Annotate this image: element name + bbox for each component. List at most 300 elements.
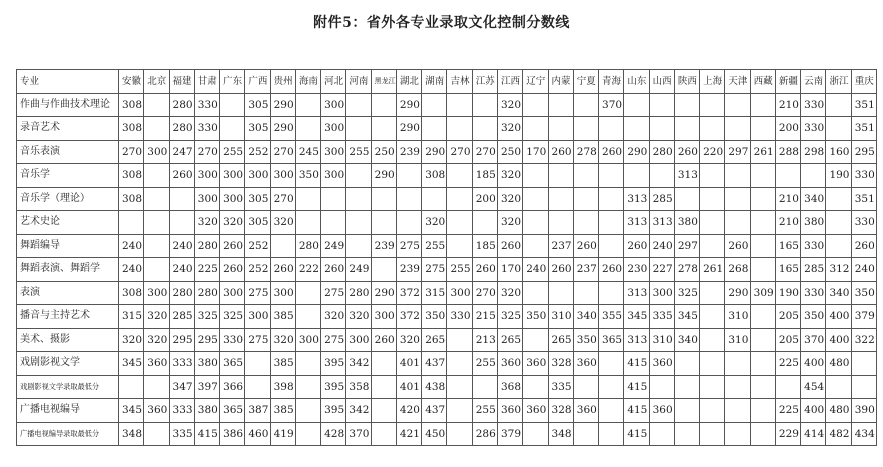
score-cell (119, 375, 144, 399)
score-cell (700, 211, 725, 235)
score-cell: 305 (245, 117, 270, 141)
table-row (17, 375, 877, 399)
score-cell (346, 187, 371, 211)
score-cell (750, 352, 775, 376)
score-cell: 300 (321, 117, 346, 141)
score-cell (346, 211, 371, 235)
score-cell: 280 (295, 234, 320, 258)
score-cell: 260 (220, 234, 245, 258)
score-cell (599, 281, 624, 305)
score-cell: 200 (775, 117, 800, 141)
score-cell: 309 (750, 281, 775, 305)
score-cell (472, 375, 497, 399)
score-cell (523, 164, 548, 188)
score-cell: 270 (270, 187, 295, 211)
score-cell: 265 (422, 328, 447, 352)
score-cell: 249 (346, 258, 371, 282)
score-cell: 205 (775, 328, 800, 352)
score-cell: 295 (851, 140, 876, 164)
score-cell (523, 117, 548, 141)
score-cell: 260 (497, 234, 522, 258)
score-cell: 350 (573, 328, 598, 352)
score-cell: 225 (775, 352, 800, 376)
score-cell (826, 93, 851, 117)
score-cell: 200 (472, 187, 497, 211)
score-cell (700, 375, 725, 399)
score-cell (447, 375, 472, 399)
score-cell: 415 (624, 399, 649, 423)
score-cell (599, 422, 624, 446)
score-cell: 300 (321, 140, 346, 164)
score-cell: 300 (346, 328, 371, 352)
score-cell: 330 (801, 93, 826, 117)
score-cell: 288 (775, 140, 800, 164)
score-cell: 240 (169, 234, 194, 258)
score-cell: 295 (169, 328, 194, 352)
score-cell: 252 (245, 258, 270, 282)
score-cell: 260 (220, 258, 245, 282)
score-cell: 252 (245, 140, 270, 164)
score-cell: 322 (851, 328, 876, 352)
score-cell: 320 (497, 211, 522, 235)
header-province: 河南 (346, 70, 371, 94)
header-province: 天津 (725, 70, 750, 94)
score-cell (826, 211, 851, 235)
score-cell (144, 258, 169, 282)
score-cell: 205 (775, 305, 800, 329)
score-cell: 275 (321, 328, 346, 352)
header-row (17, 70, 877, 94)
header-major: 专业 (17, 70, 119, 94)
score-cell: 320 (346, 305, 371, 329)
score-cell: 290 (396, 93, 421, 117)
score-cell (472, 93, 497, 117)
score-cell: 325 (220, 305, 245, 329)
score-cell (169, 211, 194, 235)
score-cell: 351 (851, 187, 876, 211)
major-name: 美术、摄影 (17, 328, 119, 352)
score-cell (144, 211, 169, 235)
score-cell (750, 399, 775, 423)
score-cell (523, 281, 548, 305)
score-cell: 350 (523, 305, 548, 329)
score-cell (295, 305, 320, 329)
score-cell: 300 (270, 164, 295, 188)
score-cell: 227 (649, 258, 674, 282)
score-cell: 260 (321, 258, 346, 282)
score-cell (674, 117, 699, 141)
score-cell (700, 305, 725, 329)
score-cell: 308 (119, 281, 144, 305)
score-cell: 170 (497, 258, 522, 282)
score-cell: 328 (548, 352, 573, 376)
score-cell: 290 (371, 281, 396, 305)
score-cell (573, 281, 598, 305)
score-cell (220, 93, 245, 117)
score-cell: 313 (624, 187, 649, 211)
score-cell: 300 (447, 281, 472, 305)
header-province: 北京 (144, 70, 169, 94)
score-cell: 320 (497, 187, 522, 211)
score-cell: 330 (801, 234, 826, 258)
score-cell: 400 (826, 328, 851, 352)
score-cell: 415 (624, 352, 649, 376)
header-province: 云南 (801, 70, 826, 94)
score-cell: 300 (321, 93, 346, 117)
score-cell: 340 (674, 328, 699, 352)
score-cell: 300 (270, 281, 295, 305)
score-cell (725, 187, 750, 211)
score-cell (295, 93, 320, 117)
score-cell: 261 (700, 258, 725, 282)
header-province: 吉林 (447, 70, 472, 94)
score-cell: 335 (169, 422, 194, 446)
header-province: 甘肃 (194, 70, 219, 94)
score-cell (599, 352, 624, 376)
score-cell: 320 (497, 164, 522, 188)
score-cell: 325 (674, 281, 699, 305)
score-cell: 275 (422, 258, 447, 282)
score-cell: 333 (169, 399, 194, 423)
score-cell: 355 (599, 305, 624, 329)
score-cell: 360 (649, 352, 674, 376)
score-cell (144, 375, 169, 399)
score-cell (599, 399, 624, 423)
score-cell: 260 (548, 258, 573, 282)
major-name: 音乐表演 (17, 140, 119, 164)
score-cell: 395 (321, 399, 346, 423)
score-cell: 320 (321, 305, 346, 329)
score-cell (700, 281, 725, 305)
score-cell (523, 328, 548, 352)
score-cell: 380 (194, 399, 219, 423)
score-cell: 297 (725, 140, 750, 164)
score-cell: 351 (851, 93, 876, 117)
score-cell (700, 164, 725, 188)
score-cell (750, 305, 775, 329)
header-province: 宁夏 (573, 70, 598, 94)
score-cell (346, 93, 371, 117)
score-cell: 260 (270, 258, 295, 282)
score-cell: 415 (624, 375, 649, 399)
score-cell: 320 (497, 93, 522, 117)
score-cell: 360 (144, 399, 169, 423)
score-cell: 280 (169, 281, 194, 305)
score-cell (649, 117, 674, 141)
score-cell: 320 (497, 117, 522, 141)
score-cell: 347 (169, 375, 194, 399)
score-cell: 260 (599, 140, 624, 164)
score-cell: 342 (346, 399, 371, 423)
score-cell (523, 187, 548, 211)
header-province: 辽宁 (523, 70, 548, 94)
score-cell: 401 (396, 352, 421, 376)
score-cell: 398 (270, 375, 295, 399)
score-cell (346, 117, 371, 141)
score-cell: 261 (750, 140, 775, 164)
score-cell: 360 (649, 399, 674, 423)
score-cell (750, 328, 775, 352)
score-cell (674, 422, 699, 446)
score-cell (599, 117, 624, 141)
score-cell (447, 117, 472, 141)
score-cell (826, 234, 851, 258)
score-cell (649, 422, 674, 446)
score-cell: 330 (851, 211, 876, 235)
score-cell (548, 93, 573, 117)
score-cell: 300 (649, 281, 674, 305)
score-cell (295, 211, 320, 235)
score-cell: 320 (144, 328, 169, 352)
major-name: 戏剧影视文学 (17, 352, 119, 376)
score-cell: 237 (573, 258, 598, 282)
header-province: 河北 (321, 70, 346, 94)
score-cell: 255 (346, 140, 371, 164)
score-cell (523, 234, 548, 258)
score-cell (700, 328, 725, 352)
header-province: 海南 (295, 70, 320, 94)
table-row (17, 117, 877, 141)
score-cell: 260 (472, 258, 497, 282)
score-cell: 255 (447, 258, 472, 282)
score-cell: 313 (674, 164, 699, 188)
score-cell: 225 (194, 258, 219, 282)
header-province: 上海 (700, 70, 725, 94)
header-province: 浙江 (826, 70, 851, 94)
score-cell: 170 (523, 140, 548, 164)
score-cell (725, 422, 750, 446)
score-cell: 255 (472, 352, 497, 376)
score-cell (295, 352, 320, 376)
score-cell (750, 234, 775, 258)
score-cell (700, 422, 725, 446)
score-cell (700, 187, 725, 211)
score-cell (599, 375, 624, 399)
score-cell: 260 (624, 234, 649, 258)
score-cell: 249 (321, 234, 346, 258)
score-cell: 320 (144, 305, 169, 329)
score-cell: 313 (624, 328, 649, 352)
score-cell: 278 (674, 258, 699, 282)
score-cell (447, 328, 472, 352)
score-cell (321, 211, 346, 235)
score-cell: 428 (321, 422, 346, 446)
score-cell (750, 375, 775, 399)
score-cell: 345 (119, 399, 144, 423)
score-cell: 360 (523, 399, 548, 423)
score-cell: 245 (295, 140, 320, 164)
table-row (17, 93, 877, 117)
score-cell: 185 (472, 164, 497, 188)
score-cell: 255 (422, 234, 447, 258)
score-cell (548, 117, 573, 141)
major-name: 音乐学 (17, 164, 119, 188)
score-cell (674, 352, 699, 376)
score-cell: 401 (396, 375, 421, 399)
score-cell (119, 211, 144, 235)
score-cell (649, 164, 674, 188)
score-cell: 345 (674, 305, 699, 329)
score-cell (447, 164, 472, 188)
score-cell: 290 (422, 140, 447, 164)
score-cell: 330 (220, 328, 245, 352)
score-cell (725, 352, 750, 376)
score-cell (573, 375, 598, 399)
major-name: 广播电视编导录取最低分 (17, 422, 119, 446)
score-cell: 351 (851, 117, 876, 141)
score-cell: 310 (725, 328, 750, 352)
score-cell: 340 (801, 187, 826, 211)
score-cell: 350 (422, 305, 447, 329)
score-cell (700, 399, 725, 423)
score-cell: 260 (169, 164, 194, 188)
score-cell: 380 (194, 352, 219, 376)
major-name: 录音艺术 (17, 117, 119, 141)
score-cell: 250 (497, 140, 522, 164)
score-cell: 385 (270, 399, 295, 423)
score-cell (169, 187, 194, 211)
score-cell (750, 164, 775, 188)
score-cell: 370 (599, 93, 624, 117)
score-cell: 275 (245, 281, 270, 305)
header-province: 福建 (169, 70, 194, 94)
score-cell (523, 211, 548, 235)
score-cell (548, 211, 573, 235)
score-cell (422, 187, 447, 211)
score-cell: 240 (119, 258, 144, 282)
score-cell: 312 (826, 258, 851, 282)
score-cell: 260 (573, 234, 598, 258)
score-cell: 270 (472, 140, 497, 164)
score-cell: 482 (826, 422, 851, 446)
table-row (17, 258, 877, 282)
score-cell (144, 422, 169, 446)
score-cell (396, 211, 421, 235)
score-cell: 420 (396, 399, 421, 423)
score-cell: 190 (775, 281, 800, 305)
score-cell: 414 (801, 422, 826, 446)
score-cell (725, 117, 750, 141)
score-cell: 270 (472, 281, 497, 305)
score-cell: 280 (169, 93, 194, 117)
header-province: 广西 (245, 70, 270, 94)
score-cell: 320 (422, 211, 447, 235)
score-cell: 255 (472, 399, 497, 423)
score-cell: 313 (624, 211, 649, 235)
score-cell (801, 164, 826, 188)
score-cell (144, 117, 169, 141)
table-row (17, 305, 877, 329)
score-cell: 385 (270, 352, 295, 376)
score-cell: 280 (194, 281, 219, 305)
score-cell: 358 (346, 375, 371, 399)
score-cell (700, 93, 725, 117)
score-cell: 360 (573, 352, 598, 376)
score-cell: 325 (194, 305, 219, 329)
score-cell: 300 (371, 305, 396, 329)
score-cell (548, 281, 573, 305)
score-cell: 385 (270, 305, 295, 329)
score-cell: 460 (245, 422, 270, 446)
score-cell: 268 (725, 258, 750, 282)
header-province: 黑龙江 (371, 70, 396, 94)
score-cell: 360 (523, 352, 548, 376)
header-province: 广东 (220, 70, 245, 94)
score-cell (624, 117, 649, 141)
score-cell (295, 187, 320, 211)
score-cell: 300 (220, 281, 245, 305)
score-cell (826, 187, 851, 211)
score-cell (371, 187, 396, 211)
score-cell: 348 (548, 422, 573, 446)
score-cell: 285 (801, 258, 826, 282)
header-province: 江西 (497, 70, 522, 94)
score-cell: 247 (169, 140, 194, 164)
score-cell: 305 (245, 93, 270, 117)
score-cell: 260 (371, 328, 396, 352)
score-cell: 220 (700, 140, 725, 164)
score-cell: 330 (801, 117, 826, 141)
score-cell (725, 399, 750, 423)
score-cell: 379 (497, 422, 522, 446)
score-cell: 295 (194, 328, 219, 352)
score-cell: 320 (220, 211, 245, 235)
score-cell: 210 (775, 187, 800, 211)
score-cell (447, 234, 472, 258)
score-cell (371, 117, 396, 141)
score-cell (826, 117, 851, 141)
score-cell: 315 (422, 281, 447, 305)
score-cell: 335 (548, 375, 573, 399)
score-cell: 297 (674, 234, 699, 258)
score-cell: 270 (119, 140, 144, 164)
score-cell (573, 211, 598, 235)
score-cell: 320 (497, 281, 522, 305)
score-cell (649, 375, 674, 399)
score-cell (346, 234, 371, 258)
score-cell: 360 (497, 399, 522, 423)
score-cell: 328 (548, 399, 573, 423)
score-cell (624, 164, 649, 188)
score-cell (700, 352, 725, 376)
score-cell (371, 93, 396, 117)
score-cell: 275 (245, 328, 270, 352)
score-cell: 290 (270, 93, 295, 117)
score-cell: 370 (801, 328, 826, 352)
score-cell (599, 211, 624, 235)
score-cell: 308 (119, 187, 144, 211)
header-province: 陕西 (674, 70, 699, 94)
score-cell (649, 93, 674, 117)
score-cell: 397 (194, 375, 219, 399)
score-cell: 290 (270, 117, 295, 141)
score-cell: 379 (851, 305, 876, 329)
table-row (17, 328, 877, 352)
score-cell: 330 (801, 281, 826, 305)
score-cell: 350 (801, 305, 826, 329)
score-cell: 360 (573, 399, 598, 423)
score-cell: 270 (270, 140, 295, 164)
score-cell: 345 (624, 305, 649, 329)
score-cell: 480 (826, 352, 851, 376)
score-cell (371, 422, 396, 446)
score-cell (447, 422, 472, 446)
score-cell: 300 (245, 164, 270, 188)
score-cell: 290 (396, 117, 421, 141)
score-cell: 280 (194, 234, 219, 258)
score-cell: 335 (649, 305, 674, 329)
score-cell (599, 234, 624, 258)
